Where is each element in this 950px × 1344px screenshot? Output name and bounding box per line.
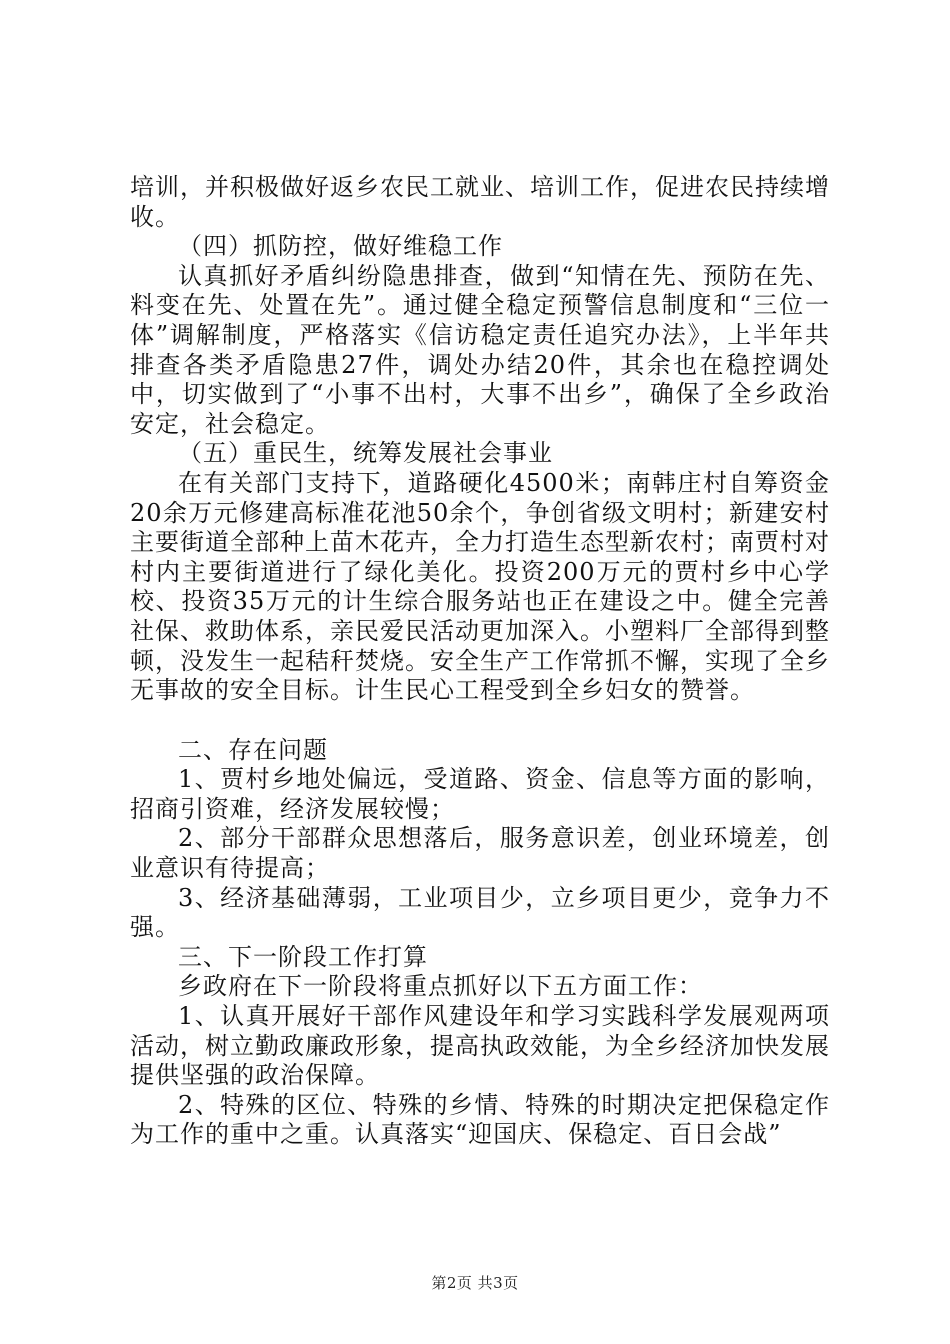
page-number-footer: 第2页 共3页 — [431, 1274, 519, 1292]
paragraph-stability: 认真抓好矛盾纠纷隐患排查，做到“知情在先、预防在先、料变在先、处置在先”。通过健全稳定预警信息制度和“三位一体”调解制度，严格落实《信访稳定责任追究办法》，上半年共排查各类矛盾隐患27件，调处办结20件，其余也在稳控调处中，切实做到了“小事不出村，大事不出乡”，确保了全乡政治安定，社会稳定。 — [130, 261, 830, 438]
plan-intro: 乡政府在下一阶段将重点抓好以下五方面工作： — [178, 972, 703, 1001]
plan-item-2: 2、特殊的区位、特殊的乡情、特殊的时期决定把保稳定作为工作的重中之重。认真落实“迎国庆、保稳定、百日会战” — [130, 1090, 830, 1149]
paragraph-training-continuation: 培训，并积极做好返乡农民工就业、培训工作，促进农民持续增收。 — [130, 173, 830, 231]
paragraph-livelihood: 在有关部门支持下，道路硬化4500米；南韩庄村自筹资金20余万元修建高标准花池50余个，争创省级文明村；新建安村主要街道全部种上苗木花卉，全力打造生态型新农村；南贾村对村内主要街道进行了绿化美化。投资200万元的贾村乡中心学校、投资35万元的计生综合服务站也正在建设之中。健全完善社保、救助体系，亲民爱民活动更加深入。小塑料厂全部得到整顿，没发生一起秸秆焚烧。安全生产工作常抓不懈，实现了全乡无事故的安全目标。计生民心工程受到全乡妇女的赞誉。 — [130, 468, 830, 705]
section-spacer — [130, 706, 830, 736]
section-heading-plan: 三、下一阶段工作打算 — [178, 942, 428, 971]
problem-item-1: 1、贾村乡地处偏远，受道路、资金、信息等方面的影响，招商引资难，经济发展较慢； — [130, 765, 830, 823]
section-heading-problems: 二、存在问题 — [178, 735, 328, 764]
section-heading-livelihood: （五）重民生，统筹发展社会事业 — [178, 439, 553, 468]
plan-item-1: 1、认真开展好干部作风建设年和学习实践科学发展观两项活动，树立勤政廉政形象，提高执政效能，为全乡经济加快发展提供坚强的政治保障。 — [130, 1002, 830, 1090]
section-heading-stability: （四）抓防控，做好维稳工作 — [178, 232, 503, 261]
problem-item-3: 3、经济基础薄弱，工业项目少，立乡项目更少，竞争力不强。 — [130, 883, 830, 942]
problem-item-2: 2、部分干部群众思想落后，服务意识差，创业环境差，创业意识有待提高； — [130, 824, 830, 883]
document-body — [130, 173, 830, 1150]
